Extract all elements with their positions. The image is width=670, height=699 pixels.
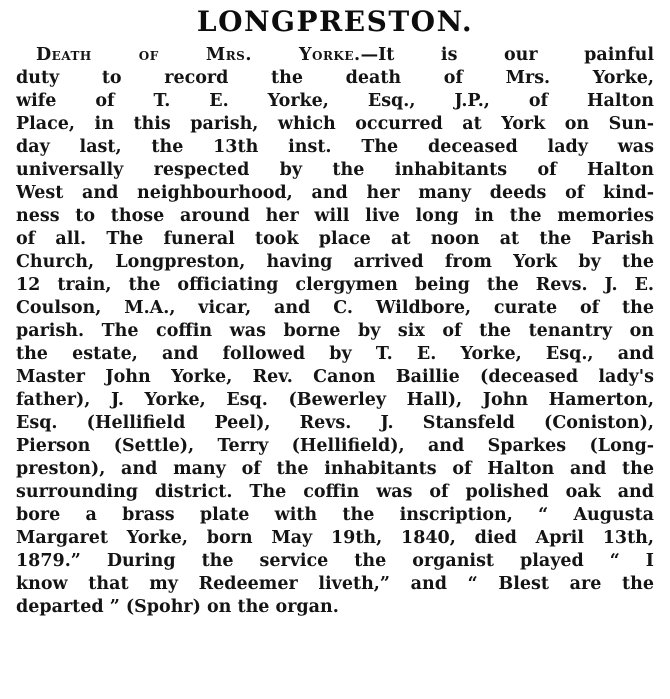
article-line-5: day last, the 13th inst. The deceased lady was (16, 137, 654, 157)
article-line-23: 1879.” During the service the organist played “ I (16, 551, 654, 571)
article-line-16: father), J. Yorke, Esq. (Bewerley Hall), John Hamerton, (16, 390, 654, 410)
article-line-4: Place, in this parish, which occurred at York on Sun- (16, 114, 654, 134)
article-line-6: universally respected by the inhabitants of Halton (16, 160, 654, 180)
article-line-19: preston), and many of the inhabitants of Halton and the (16, 459, 654, 479)
article-line-7: West and neighbourhood, and her many deeds of kind- (16, 183, 654, 203)
article-line-3: wife of T. E. Yorke, Esq., J.P., of Halton (16, 91, 654, 111)
article-line-18: Pierson (Settle), Terry (Hellifield), and Sparkes (Long- (16, 436, 654, 456)
article-line-22: Margaret Yorke, born May 19th, 1840, died April 13th, (16, 528, 654, 548)
article-line-15: Master John Yorke, Rev. Canon Baillie (deceased lady's (16, 367, 654, 387)
article-line-1 (16, 44, 654, 67)
article-line-24: know that my Redeemer liveth,” and “ Blest are the (16, 574, 654, 594)
article-line-12: Coulson, M.A., vicar, and C. Wildbore, curate of the (16, 298, 654, 318)
article-line-1-text: —It is our painful (360, 45, 654, 65)
article-line-25: departed ” (Spohr) on the organ. (16, 597, 339, 617)
article-body (16, 44, 654, 619)
headline: LONGPRESTON. (196, 5, 474, 38)
article-line-10: Church, Longpreston, having arrived from York by the (16, 252, 654, 272)
article-line-8: ness to those around her will live long in the memories (16, 206, 654, 226)
article-line-14: the estate, and followed by T. E. Yorke, Esq., and (16, 344, 654, 364)
article-line-13: parish. The coffin was borne by six of the tenantry on (16, 321, 654, 341)
article-line-17: Esq. (Hellifield Peel), Revs. J. Stansfeld (Coniston), (16, 413, 654, 433)
article-line-2: duty to record the death of Mrs. Yorke, (16, 68, 654, 88)
article-line-9: of all. The funeral took place at noon at the Parish (16, 229, 654, 249)
article-line-11: 12 train, the officiating clergymen being the Revs. J. E. (16, 275, 654, 295)
article-line-21: bore a brass plate with the inscription, “ Augusta (16, 505, 654, 525)
article-heading: Death of Mrs. Yorke. (36, 45, 361, 65)
article-line-20: surrounding district. The coffin was of polished oak and (16, 482, 654, 502)
